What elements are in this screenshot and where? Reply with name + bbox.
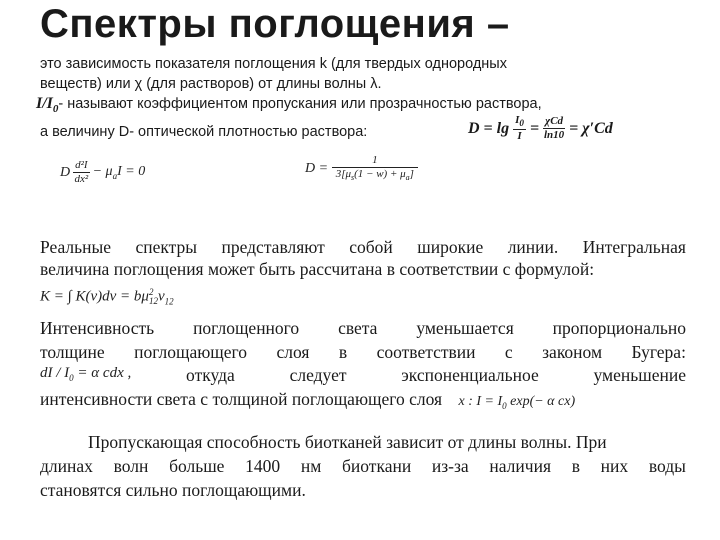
word: Реальные [40,237,112,257]
word: из-за [431,456,469,476]
para2-line-3 [40,365,686,386]
word: нм [300,456,322,476]
word: уменьшается [416,318,514,338]
word: откуда [186,365,235,385]
word: слоя [276,342,310,362]
d-den-sub2: a [405,173,410,183]
word: в [571,456,580,476]
word: биоткани [342,456,412,476]
word: Интенсивность [40,318,155,338]
bouguer-diff-tail: = α cdx , [73,365,132,381]
word: длинах [40,456,93,476]
od-fraction-2 [543,116,565,141]
k-formula-sub: 12 [148,296,158,306]
diff-lhs: D [60,164,71,180]
k-formula-tail-sub: 12 [164,296,174,307]
od-frac2-num: χCd [545,115,564,128]
od-frac1-den: I [517,130,522,143]
word: следует [289,365,347,385]
word: линии. [507,237,559,257]
para1-line-2: величина поглощения может быть рассчитана в соответствии с формулой: [40,259,595,279]
word: поглощающего [134,342,248,362]
diff-den: dx² [74,173,89,185]
od-frac1-num-sub: 0 [519,118,524,129]
od-fraction-1 [513,115,526,142]
word: 1400 [245,456,281,476]
bouguer-sub: 0 [502,400,507,411]
word: Интегральная [582,237,686,257]
word: воды [648,456,686,476]
k-formula-sup: 2 [148,287,154,297]
word: них [600,456,629,476]
transmittance-line [36,95,542,115]
word: света [338,318,378,338]
transmittance-symbol: I/I [36,95,53,112]
word: поглощенного [193,318,300,338]
word: широкие [417,237,484,257]
d-den-tail: ] [409,168,414,180]
bouguer-pre: x : I = I [458,394,503,409]
definition-line-2: веществ) или χ (для растворов) от длины волны λ. [40,76,382,92]
bouguer-diff-sub: 0 [69,373,74,383]
d-num: 1 [332,155,418,168]
bouguer-diff-text: dI / I [40,365,70,381]
word: собой [349,237,393,257]
optical-density-text: а величину D- оптической плотностью раствора: [40,124,368,140]
para3-line-1: Пропускающая способность биотканей зависит от длины волны. При [88,432,607,452]
d-lhs: D = [305,160,329,176]
bouguer-post: exp(− α cx) [506,394,576,409]
word: в [338,342,348,362]
d-den-mid: (1 − w) + μ [354,168,406,180]
d-den-sub1: s [351,173,355,183]
para3-line-3: становятся сильно поглощающими. [40,480,306,500]
od-eq: = [529,119,540,137]
word: уменьшение [593,365,686,385]
bouguer-differential [40,365,131,386]
transmittance-symbol-sub: 0 [52,102,59,115]
od-lhs: D = lg [468,119,510,137]
optical-density-formula [468,115,613,142]
para2-line-2 [40,342,686,363]
bouguer-law-formula [458,394,575,409]
k-formula-tail: ν [157,288,165,305]
diff-num: d²I [75,159,88,171]
para2-line-4 [40,389,575,411]
word: экспоненциальное [401,365,539,385]
word: толщине [40,342,105,362]
diff-rest-tail: I = 0 [117,164,146,180]
word: законом [542,342,603,362]
para2-line-4-text: интенсивности света с толщиной поглощающего слоя [40,389,443,409]
diff-fraction [73,160,89,185]
d-fraction [332,155,418,182]
slide-title: Спектры поглощения – [40,2,510,46]
word: спектры [135,237,198,257]
word: наличия [489,456,551,476]
od-frac2-den: ln10 [543,129,565,142]
word: Бугера: [631,342,686,362]
word: волн [113,456,149,476]
word: с [504,342,513,362]
para3-line-2 [40,456,686,477]
word: соответствии [376,342,476,362]
od-frac1-num: I [515,114,520,126]
word: больше [169,456,225,476]
diffusion-coefficient-equation [305,155,418,182]
d-den: 3[μ [335,168,351,180]
od-rhs: = χ′Cd [569,119,613,137]
integral-absorption-formula [40,288,174,306]
definition-line-1: это зависимость показателя поглощения k (для твердых однородных [40,56,507,72]
diff-rest-sub: a [112,170,118,181]
k-formula-text: K = ∫ K(ν)dν = bμ [40,288,149,305]
word: представляют [221,237,325,257]
diff-rest: − μ [92,164,113,180]
diffusion-equation [60,160,145,185]
para2-line-1 [40,318,686,339]
word: пропорционально [552,318,686,338]
para1-line-1 [40,237,686,258]
transmittance-text: - называют коэффициентом пропускания или прозрачностью раствора, [58,96,542,112]
